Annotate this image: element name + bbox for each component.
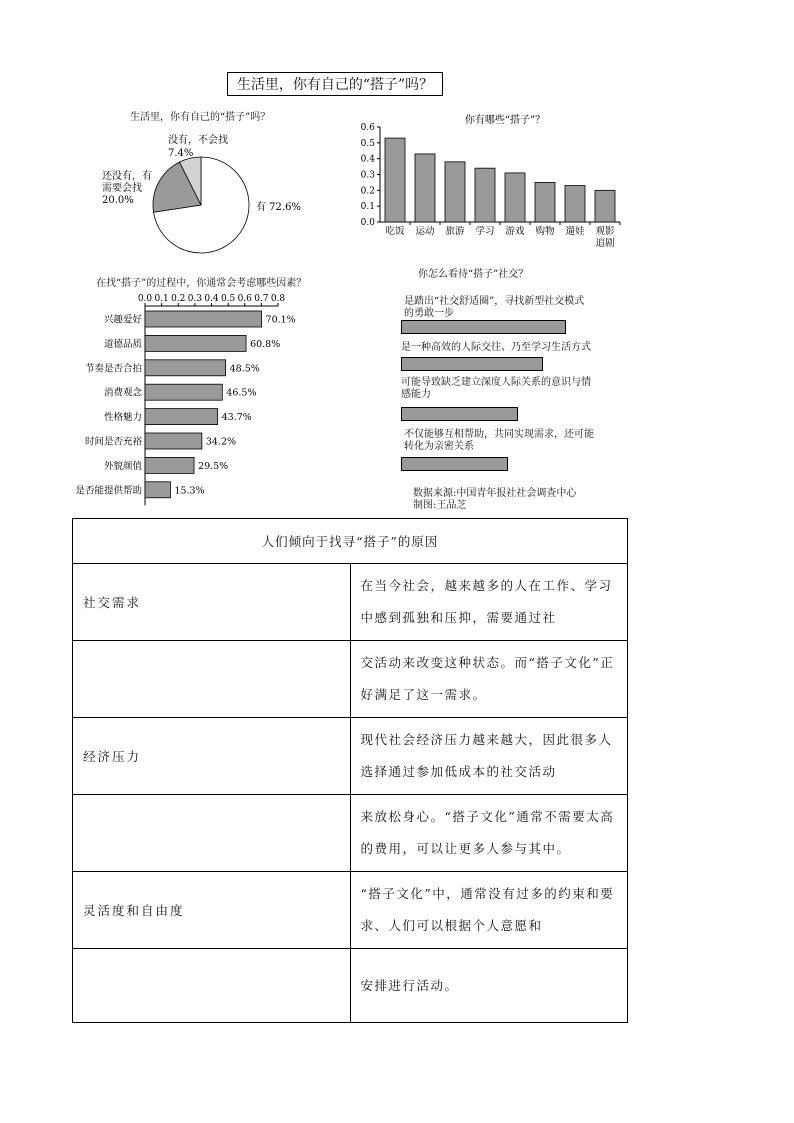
x-tick-label: 0.7 [254,294,269,304]
pie-label-not-yet-line1: 还没有，有 [102,171,152,182]
row-category: 经济压力 [73,718,351,795]
opinion-bar [401,407,518,421]
factor-label: 消费观念 [103,387,142,399]
x-tick-label: 购物 [535,226,555,237]
row-text: 现代社会经济压力越来越大，因此很多人选择通过参加低成本的社交活动 [350,718,628,795]
opinion-label-line: 是一种高效的人际交往、乃至学习生活方式 [401,342,591,353]
opinion-label [401,377,606,401]
factor-label: 性格魅力 [103,412,142,424]
factor-label: 节奏是否合拍 [84,363,142,375]
x-tick-label: 0.8 [270,294,286,304]
chart-author: 制图:王品芝 [413,500,467,511]
opinion-label-line: 不仅能够互相帮助，共同实现需求，还可能 [404,429,594,440]
row-category: 灵活度和自由度 [73,872,351,949]
factor-bar-4 [145,409,218,425]
x-tick-label: 0.5 [220,294,236,304]
table-row [73,795,628,872]
factor-value-label: 29.5% [198,460,229,472]
opinion-bar [401,457,508,471]
factor-bar-0 [145,311,262,327]
factor-value-label: 60.8% [250,338,281,350]
x-tick-label: 追剧 [595,238,615,249]
bar-游戏 [505,173,525,222]
x-tick-label: 0.0 [137,294,153,304]
factor-bar-1 [145,335,246,351]
table-row [73,872,628,949]
row-category [73,795,351,872]
y-tick-label: 0.1 [360,202,375,213]
table-header-row [73,519,628,564]
opinion-bar [401,320,566,334]
table-row [73,641,628,718]
y-tick-label: 0.0 [360,218,375,228]
factor-bar-chart [60,290,320,515]
opinion-chart-title: 你怎么看待“搭子”社交？ [418,269,529,280]
factor-value-label: 43.7% [221,412,252,424]
factor-value-label: 15.3% [174,485,205,497]
factor-bar-6 [145,457,194,473]
factor-label: 道德品质 [103,338,142,350]
x-tick-label: 0.2 [171,294,186,304]
factor-value-label: 70.1% [265,314,296,326]
y-tick-label: 0.6 [360,123,375,133]
opinion-label-line: 可能导致缺乏建立深度人际关系的意识与情 [401,377,591,388]
factor-bar-7 [145,482,170,498]
x-tick-label: 运动 [415,226,435,237]
factor-label: 时间是否充裕 [84,436,142,448]
reasons-table [72,518,628,1023]
pie-label-no-pct: 7.4% [168,148,194,159]
x-tick-label: 0.1 [154,294,169,304]
x-tick-label: 吃饭 [385,226,405,237]
x-tick-label: 0.3 [187,294,203,304]
factor-label: 兴趣爱好 [103,314,142,326]
row-category [73,949,351,1023]
pie-chart-title: 生活里，你有自己的“搭子”吗？ [130,112,271,123]
table-header: 人们倾向于找寻“搭子”的原因 [73,519,628,564]
x-tick-label: 旅游 [445,226,465,237]
x-tick-label: 观影 [595,226,615,237]
table-row [73,718,628,795]
opinion-label-line: 的勇敢一步 [404,308,454,319]
opinion-label [401,342,606,354]
row-text: 来放松身心。“搭子文化”通常不需要太高的费用，可以让更多人参与其中。 [350,795,628,872]
factor-bar-3 [145,384,222,400]
activity-bar-chart [345,110,630,255]
y-tick-label: 0.5 [360,138,375,149]
factor-bar-2 [145,360,226,376]
bar-吃饭 [385,138,405,222]
opinion-bar [401,357,543,371]
row-text: “搭子文化”中，通常没有过多的约束和要求、人们可以根据个人意愿和 [350,872,628,949]
opinion-label-line: 是踏出“社交舒适圈”，寻找新型社交模式 [404,296,585,307]
row-text: 安排进行活动。 [350,949,628,1023]
bar-遛娃 [565,186,585,222]
pie-label-yes: 有 72.6% [256,202,301,213]
bar-旅游 [445,162,465,222]
factor-chart-title: 在找“搭子”的过程中，你通常会考虑哪些因素？ [96,278,307,289]
factor-value-label: 48.5% [229,363,260,375]
y-tick-label: 0.2 [360,186,375,197]
opinion-label [404,296,609,320]
bar-运动 [415,154,435,222]
y-tick-label: 0.3 [360,170,375,181]
table-row [73,949,628,1023]
factor-value-label: 46.5% [226,387,257,399]
factor-bar-5 [145,433,202,449]
x-tick-label: 0.4 [204,294,219,304]
row-text: 交活动来改变这种状态。而“搭子文化”正好满足了这一需求。 [350,641,628,718]
pie-label-no-line1: 没有，不会找 [168,135,228,146]
x-tick-label: 遛娃 [565,226,585,237]
bar-学习 [475,168,495,222]
x-tick-label: 游戏 [505,226,525,237]
factor-value-label: 34.2% [205,436,237,448]
pie-label-not-yet-line2: 需要会找 [102,183,142,194]
row-category [73,641,351,718]
opinion-label-line: 转化为亲密关系 [404,441,474,452]
factor-label: 是否能提供帮助 [75,485,142,497]
row-category: 社交需求 [73,564,351,641]
pie-chart [100,125,350,265]
x-tick-label: 0.6 [237,294,252,304]
activity-chart-title: 你有哪些“搭子”？ [464,115,546,126]
x-tick-label: 学习 [475,226,495,237]
bar-购物 [535,182,555,222]
factor-label: 外貌颜值 [103,460,142,472]
y-tick-label: 0.4 [360,154,375,165]
pie-label-not-yet-pct: 20.0% [102,195,134,206]
pie-slices [153,157,249,253]
opinion-label [404,429,609,453]
opinion-label-line: 感能力 [401,389,431,400]
table-row [73,564,628,641]
bar-观影追剧 [595,190,615,222]
page-title: 生活里，你有自己的“搭子”吗？ [227,72,443,96]
row-text: 在当今社会，越来越多的人在工作、学习中感到孤独和压抑，需要通过社 [350,564,628,641]
data-source: 数据来源:中国青年报社社会调查中心 [413,488,577,499]
